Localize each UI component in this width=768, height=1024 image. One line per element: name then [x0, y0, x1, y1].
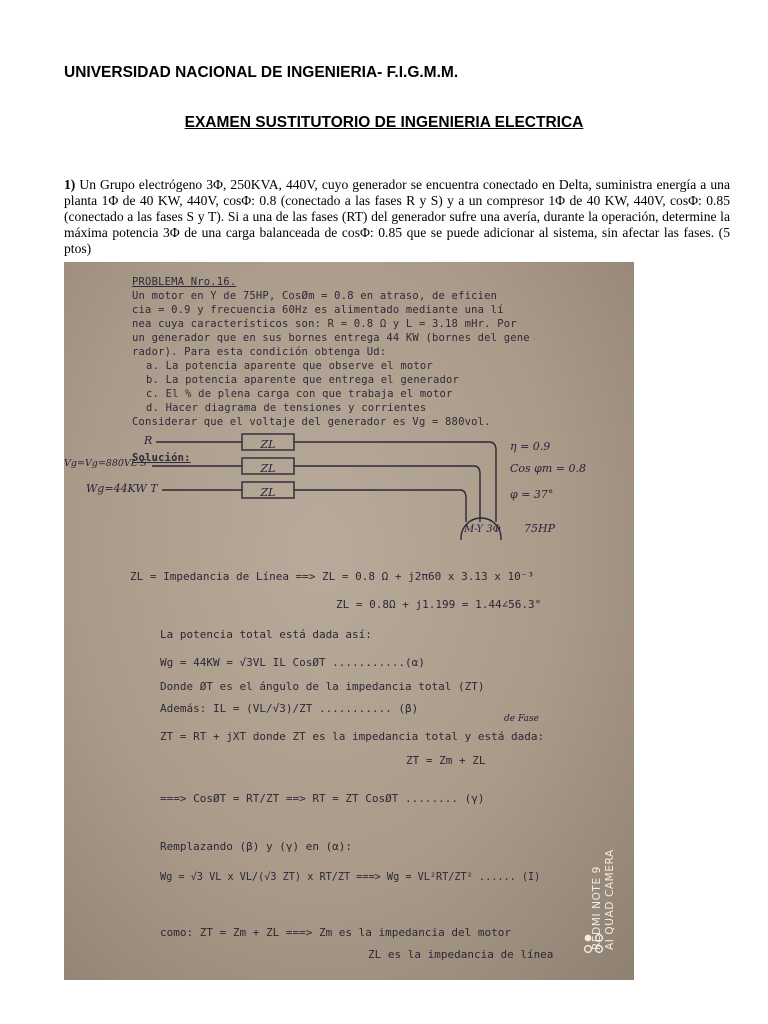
solution-label: Solución:	[132, 452, 191, 464]
equation-line: ZT = Zm + ZL	[406, 754, 486, 767]
equation-line: Remplazando (β) y (γ) en (α):	[160, 840, 353, 853]
equation-line: Wg = √3 VL x VL/(√3 ZT) x RT/ZT ===> Wg = VL²RT/ZT² ...... (I)	[160, 872, 541, 883]
exam-title: EXAMEN SUSTITUTORIO DE INGENIERIA ELECTRICA	[184, 114, 584, 131]
photo-typed-line: b. La potencia aparente que entrega el generador	[146, 374, 460, 386]
impedance-label-r: ZL	[260, 438, 276, 451]
photo-typed-line: Considerar que el voltaje del generador es Vg = 880vol.	[132, 416, 491, 428]
cos-phi-label: Cos φm = 0.8	[510, 462, 587, 475]
equation-line: como: ZT = Zm + ZL ===> Zm es la impedancia del motor	[160, 926, 511, 939]
photo-typed-line: rador). Para esta condición obtenga Ud:	[132, 346, 387, 358]
watermark-line: AI QUAD CAMERA	[604, 849, 616, 950]
phi-angle-label: φ = 37°	[510, 488, 554, 501]
equation-note: de Fase	[504, 714, 539, 724]
camera-watermark	[586, 830, 646, 950]
phase-r-label: R	[144, 434, 153, 447]
photo-typed-line: nea cuya característicos son: R = 0.8 Ω y L = 3.18 mHr. Por	[132, 318, 517, 330]
camera-dots-icon	[582, 932, 610, 956]
equation-line: Además: IL = (VL/√3)/ZT ........... (β)	[160, 702, 419, 715]
equation-line: Donde ØT es el ángulo de la impedancia total (ZT)	[160, 680, 485, 693]
problem-statement	[64, 177, 730, 257]
equation-line: Wg = 44KW = √3VL IL CosØT ...........(α)	[160, 656, 425, 669]
equation-line: ===> CosØT = RT/ZT ==> RT = ZT CosØT ........ (γ)	[160, 792, 485, 805]
equation-line: ZL es la impedancia de línea	[368, 948, 554, 961]
photo-typed-line: d. Hacer diagrama de tensiones y corrientes	[146, 402, 427, 414]
photo-typed-line: a. La potencia aparente que observe el motor	[146, 360, 433, 372]
photo-typed-line: Un motor en Y de 75HP, CosØm = 0.8 en atraso, de eficien	[132, 290, 498, 302]
impedance-label-t: ZL	[260, 486, 276, 499]
watermark-line: REDMI NOTE 9	[591, 866, 603, 950]
efficiency-label: η = 0.9	[510, 440, 551, 453]
problem-text: Un Grupo electrógeno 3Φ, 250KVA, 440V, cuyo generador se encuentra conectado en Delta, suministra energía a una planta 1Φ de 40 KW, 440V, cosΦ: 0.8 (conectado a las fases R y S) y a un compresor 1Φ de 40 KW, 440V, cosΦ: 0.85 (conectado a las fases S y T). Si a una de las fases (RT) del generador sufre una avería, durante la operación, determine la máxima potencia 3Φ de una carga balanceada de cosΦ: 0.85 que se puede adicionar al sistema, sin afectar las fases. (5 ptos)	[64, 177, 730, 256]
problem-photo	[64, 262, 634, 980]
phase-t-label: Wg=44KW T	[86, 482, 158, 495]
equation-line: ZL = Impedancia de Línea ==> ZL = 0.8 Ω + j2π60 x 3.13 x 10⁻³	[130, 570, 534, 583]
photo-typed-line: cia = 0.9 y frecuencia 60Hz es alimentado mediante una lí	[132, 304, 504, 316]
equation-line: ZL = 0.8Ω + j1.199 = 1.44∠56.3°	[336, 598, 542, 611]
problem-number: 1)	[64, 177, 76, 192]
motor-label: M-Y 3Φ	[464, 524, 501, 535]
equation-line: La potencia total está dada así:	[160, 628, 372, 641]
equation-line: ZT = RT + jXT donde ZT es la impedancia total y está dada:	[160, 730, 545, 743]
impedance-label-s: ZL	[260, 462, 276, 475]
photo-typed-line: un generador que en sus bornes entrega 44 KW (bornes del gene	[132, 332, 530, 344]
photo-problem-title: PROBLEMA Nro.16.	[132, 276, 237, 288]
university-heading: UNIVERSIDAD NACIONAL DE INGENIERIA- F.I.G.M.M.	[64, 64, 459, 81]
phase-s-label: Vg=Vg=880VL S	[64, 458, 147, 469]
photo-typed-line: c. El % de plena carga con que trabaja el motor	[146, 388, 453, 400]
hp-label: 75HP	[524, 522, 555, 535]
